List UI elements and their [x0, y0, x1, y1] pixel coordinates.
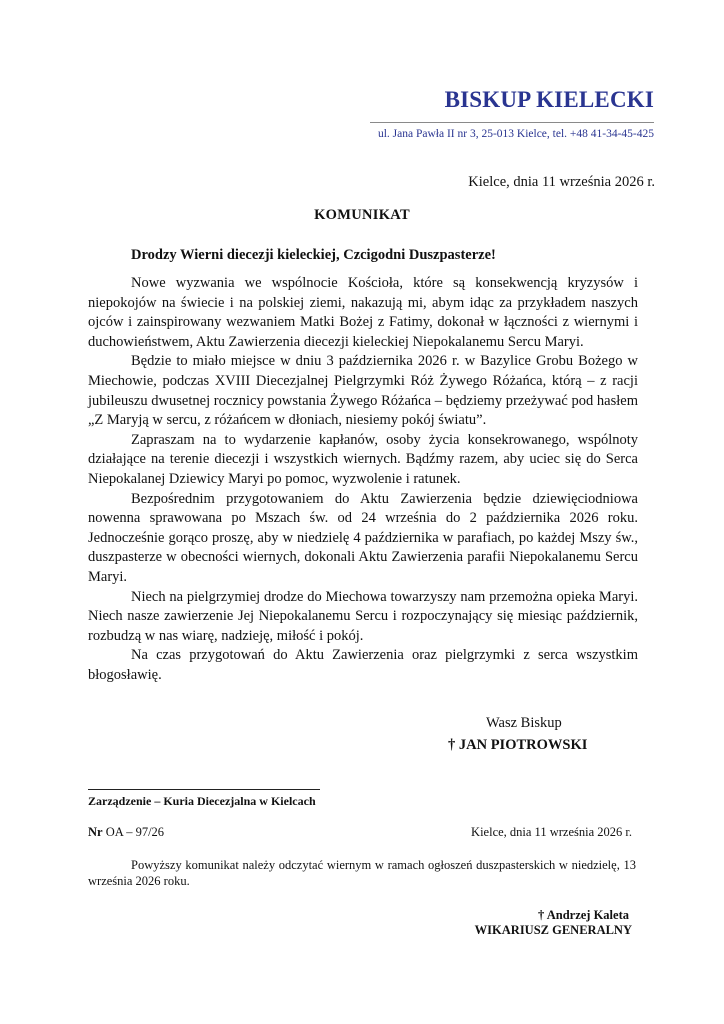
signature-greeting: Wasz Biskup	[486, 715, 562, 731]
paragraph: Będzie to miało miejsce w dniu 3 października 2026 r. w Bazylice Grobu Bożego w Miechowie, podczas XVIII Diecezjalnej Pielgrzymki Róż Żywego Różańca, którą – z racji jubileuszu dwusetnej rocznicy powstania Żywego Różańca – będziemy przeżywać pod hasłem „Z Maryją w sercu, z różańcem w dłoniach, niesiemy pokój światu”.	[88, 353, 638, 429]
salutation: Drodzy Wierni diecezji kieleckiej, Czcigodni Duszpasterze!	[131, 247, 496, 263]
reference-value: OA – 97/26	[102, 825, 165, 839]
signature-name: † JAN PIOTROWSKI	[448, 737, 588, 753]
letterhead	[370, 86, 654, 140]
paragraph: Bezpośrednim przygotowaniem do Aktu Zawierzenia będzie dziewięciodniowa nowenna sprawowana po Mszach św. od 24 września do 2 października 2026 roku. Jednocześnie gorąco proszę, aby w niedzielę 4 października w parafiach, po każdej Mszy św., duszpasterze w obecności wiernych, dokonali Aktu Zawierzenia parafii Niepokalanemu Sercu Maryi.	[88, 490, 638, 585]
vicar-name: † Andrzej Kaleta	[538, 908, 629, 922]
document-heading: KOMUNIKAT	[314, 207, 410, 223]
letterhead-address: ul. Jana Pawła II nr 3, 25-013 Kielce, tel. +48 41-34-45-425	[377, 128, 654, 140]
reference-number	[88, 825, 164, 840]
paragraph: Na czas przygotowań do Aktu Zawierzenia oraz pielgrzymki z serca wszystkim błogosławię.	[88, 647, 638, 683]
footer-note	[88, 857, 636, 889]
footer-title: Zarządzenie – Kuria Diecezjalna w Kielcach	[88, 794, 316, 808]
letterhead-title: BISKUP KIELECKI	[444, 87, 654, 112]
document-date: Kielce, dnia 11 września 2026 r.	[468, 174, 655, 190]
paragraph: Niech na pielgrzymiej drodze do Miechowa towarzyszy nam przemożna opieka Maryi. Niech nasze zawierzenie Jej Niepokalanemu Sercu i rozpoczynający się miesiąc październik, rozbudzą w nas wiarę, nadzieję, miłość i pokój.	[88, 588, 638, 644]
paragraph: Zapraszam na to wydarzenie kapłanów, osoby życia konsekrowanego, wspólnoty działające na terenie diecezji i wszystkich wiernych. Bądźmy razem, aby uciec się do Serca Niepokalanej Dziewicy Maryi po pomoc, wyzwolenie i ratunek.	[88, 431, 638, 487]
letterhead-divider	[370, 122, 654, 123]
footer-note-text: Powyższy komunikat należy odczytać wiernym w ramach ogłoszeń duszpasterskich w niedzielę, 13 września 2026 roku.	[88, 858, 636, 888]
paragraph: Nowe wyzwania we wspólnocie Kościoła, które są konsekwencją kryzysów i niepokojów na świecie i na polskiej ziemi, nakazują mi, abym idąc za przykładem naszych ojców i zainspirowany wezwaniem Matki Bożej z Fatimy, dokonał w łączności z wiernymi i duchowieństwem, Aktu Zawierzenia diecezji kieleckiej Niepokalanemu Sercu Maryi.	[88, 275, 638, 350]
reference-label: Nr	[88, 825, 103, 839]
letter-body	[88, 274, 638, 685]
footer-divider	[88, 789, 320, 790]
vicar-role: WIKARIUSZ GENERALNY	[474, 923, 632, 937]
footer-date: Kielce, dnia 11 września 2026 r.	[471, 825, 632, 839]
